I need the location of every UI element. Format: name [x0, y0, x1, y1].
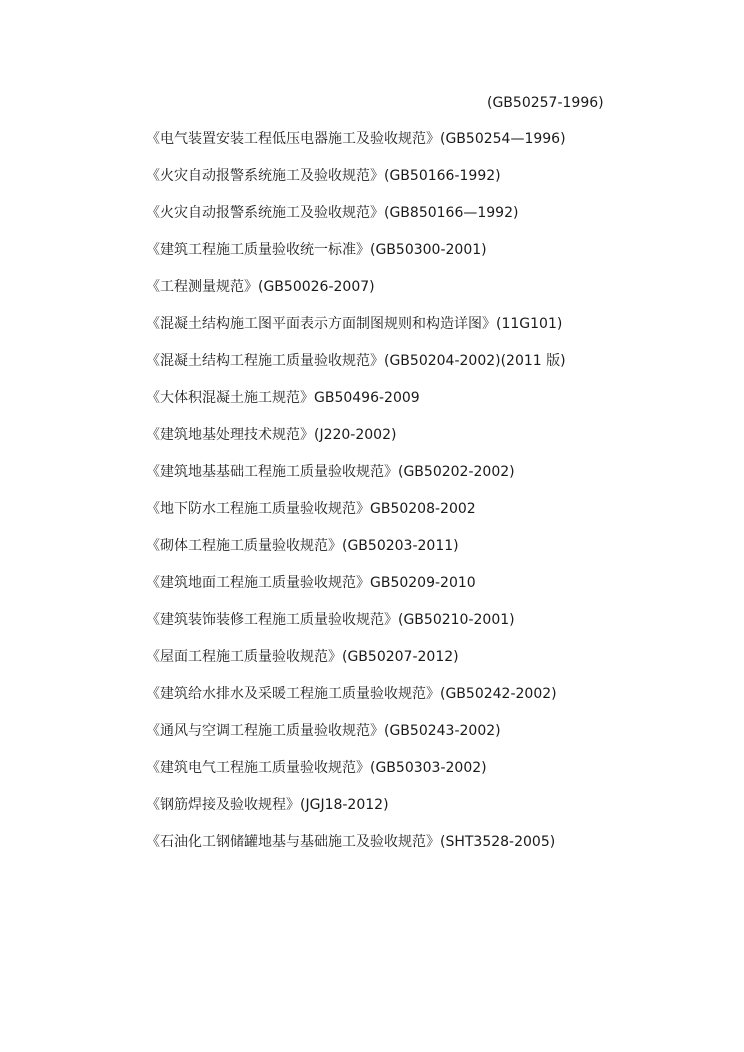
- list-item: 《建筑电气工程施工质量验收规范》(GB50303-2002): [146, 760, 487, 776]
- list-item: 《石油化工钢储罐地基与基础施工及验收规范》(SHT3528-2005): [146, 834, 556, 850]
- list-item: 《砌体工程施工质量验收规范》(GB50203-2011): [146, 538, 459, 554]
- list-item: 《建筑装饰装修工程施工质量验收规范》(GB50210-2001): [146, 612, 515, 628]
- list-item: 《建筑地基处理技术规范》(J220-2002): [146, 427, 397, 443]
- list-item: 《建筑工程施工质量验收统一标准》(GB50300-2001): [146, 242, 487, 258]
- list-item: 《混凝土结构工程施工质量验收规范》(GB50204-2002)(2011 版): [146, 353, 566, 369]
- list-item: 《混凝土结构施工图平面表示方面制图规则和构造详图》(11G101): [146, 316, 563, 332]
- list-item: 《通风与空调工程施工质量验收规范》(GB50243-2002): [146, 723, 501, 739]
- list-item: 《屋面工程施工质量验收规范》(GB50207-2012): [146, 649, 459, 665]
- continued-standard-code: (GB50257-1996): [487, 95, 604, 111]
- list-item: 《建筑地面工程施工质量验收规范》GB50209-2010: [146, 575, 476, 591]
- list-item: 《建筑给水排水及采暖工程施工质量验收规范》(GB50242-2002): [146, 686, 557, 702]
- list-item: 《建筑地基基础工程施工质量验收规范》(GB50202-2002): [146, 464, 515, 480]
- list-item: 《钢筋焊接及验收规程》(JGJ18-2012): [146, 797, 389, 813]
- standards-list: [146, 129, 736, 869]
- list-item: 《火灾自动报警系统施工及验收规范》(GB50166-1992): [146, 168, 501, 184]
- list-item: 《大体积混凝土施工规范》GB50496-2009: [146, 390, 420, 406]
- list-item: 《工程测量规范》(GB50026-2007): [146, 279, 375, 295]
- list-item: 《电气装置安装工程低压电器施工及验收规范》(GB50254—1996): [146, 131, 566, 147]
- list-item: 《地下防水工程施工质量验收规范》GB50208-2002: [146, 501, 476, 517]
- list-item: 《火灾自动报警系统施工及验收规范》(GB850166—1992): [146, 205, 519, 221]
